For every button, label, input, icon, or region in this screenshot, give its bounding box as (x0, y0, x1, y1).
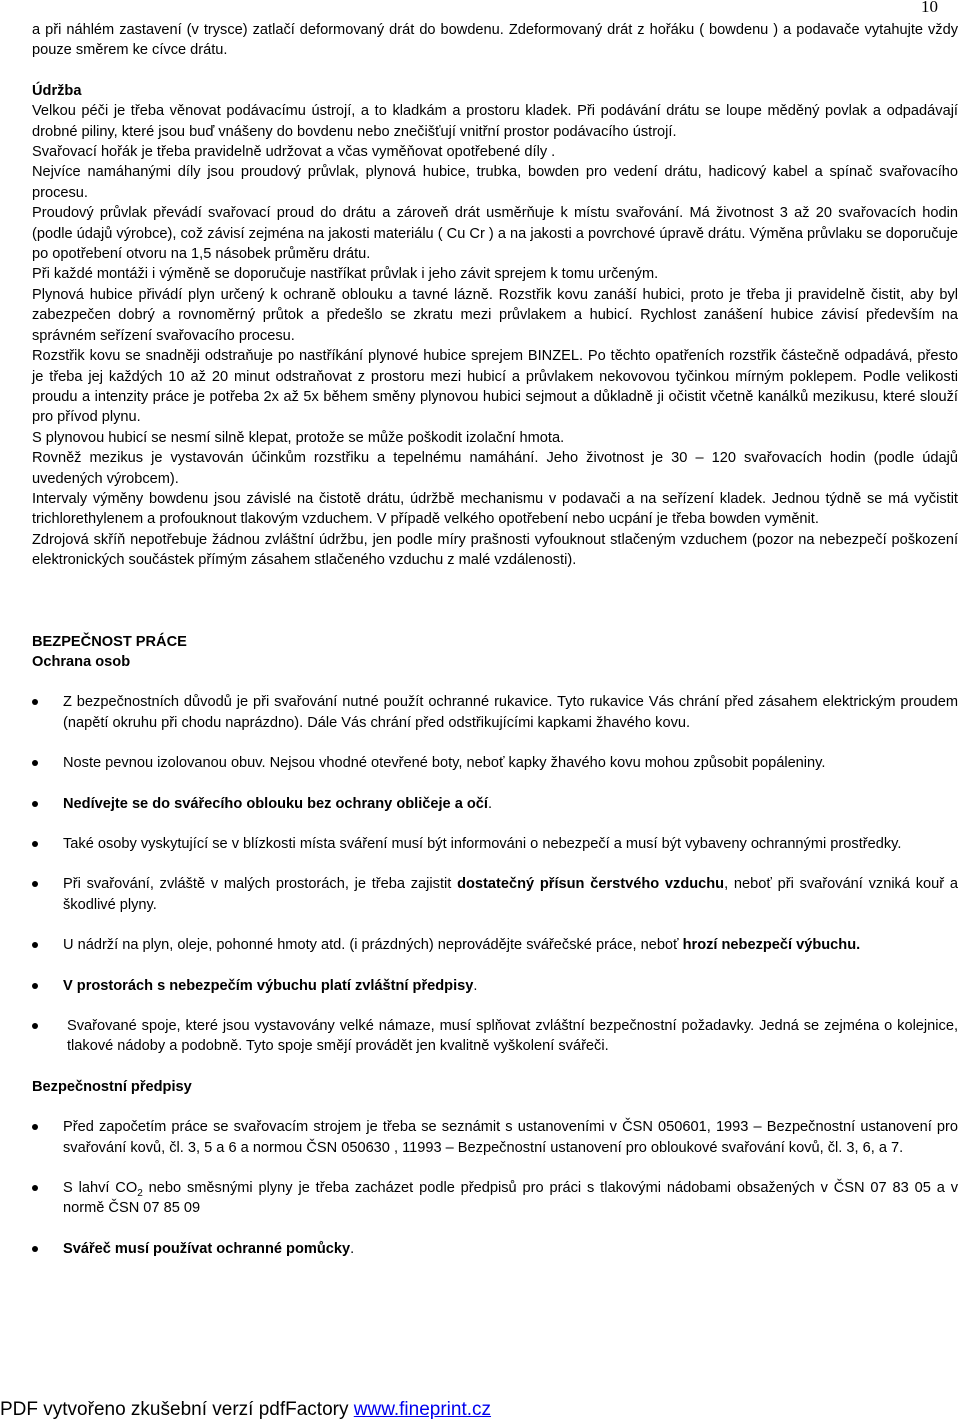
bullet-text-bold: dostatečný přísun čerstvého vzduchu (457, 876, 725, 893)
maintenance-paragraph: Rovněž mezikus je vystavován účinkům rozstřiku a tepelnému namáhání. Jeho životnost je 30 – 120 svařovacích hodin (podle údajů uvedených výrobcem). (32, 450, 958, 487)
safety-subheading: Ochrana osob (32, 653, 131, 670)
subscript: 2 (137, 1187, 143, 1199)
maintenance-paragraph: Proudový průvlak převádí svařovací proud do drátu a zároveň drát usměrňuje k místu svařování. Má životnost 3 až 20 svařovacích hodin (podle údajů výrobce), což závisí zejména na jakosti materiálu ( Cu Cr ) a na jakosti a povrchové úpravě drátu. Výměna průvlaku se doporučuje po opotřebení otvoru na 1,5 násobek průměru drátu. (32, 205, 958, 263)
bullet-text-bold: hrozí nebezpečí výbuchu. (682, 937, 861, 954)
maintenance-paragraph: Rozstřik kovu se snadněji odstraňuje po nastříkání plynové hubice sprejem BINZEL. Po těchto opatřeních rozstřik částečně odpadává, přesto je třeba jej každých 10 až 20 minut odstraňovat z prostoru mezi hubicí a průvlakem nekovovou tyčinkou mírným poklepem. Podle velikosti proudu a intenzity práce je potřeba 2x až 5x během směny plynovou hubici sejmout a důkladně ji očistit včetně kanálků mezikusu, které slouží pro přívod plynu. (32, 348, 958, 426)
list-item (32, 753, 958, 773)
footer-link[interactable]: www.fineprint.cz (353, 1399, 492, 1420)
safety-heading: BEZPEČNOST PRÁCE (32, 633, 187, 650)
maintenance-paragraph: Zdrojová skříň nepotřebuje žádnou zvláštní údržbu, jen podle míry prašnosti vyfouknout stlačeným vzduchem (pozor na nebezpečí poškození elektronických součástek přímým zásahem stlačeného vzduchu z malé vzdálenosti). (32, 531, 958, 569)
maintenance-heading: Údržba (32, 82, 82, 99)
maintenance-paragraph: Při každé montáži i výměně se doporučuje nastříkat průvlak i jeho závit sprejem k tomu určeným. (32, 266, 659, 283)
bullet-text: . (487, 795, 493, 812)
page-number: 10 (921, 0, 938, 16)
bullet-text: Noste pevnou izolovanou obuv. Nejsou vhodné otevřené boty, neboť kapky žhavého kovu mohou způsobit popáleniny. (63, 755, 826, 772)
list-item (32, 874, 958, 915)
maintenance-paragraph: S plynovou hubicí se nesmí silně klepat, protože se může poškodit izolační hmota. (32, 429, 565, 446)
pdf-footer (0, 1399, 491, 1421)
list-item (32, 1178, 958, 1219)
bullet-text: . (350, 1240, 355, 1257)
list-item (32, 1016, 958, 1057)
maintenance-paragraph: Svařovací hořák je třeba pravidelně udržovat a včas vyměňovat opotřebené díly . (32, 144, 556, 161)
list-item (32, 692, 958, 733)
bullet-text: S lahví CO (63, 1180, 138, 1197)
bullet-text: Při svařování, zvláště v malých prostorách, je třeba zajistit (63, 876, 458, 893)
bullet-text: Také osoby vyskytující se v blízkosti místa sváření musí být informováni o nebezpečí a musí být vybaveny ochrannými prostředky. (63, 836, 902, 852)
intro-paragraph (32, 20, 958, 61)
bullet-text: Svařované spoje, které jsou vystavovány velké námaze, musí splňovat zvláštní bezpečnostní požadavky. Jedná se zejména o kolejnice, tlakové nádoby a podobně. Tyto spoje smějí provádět jen kvalitně vyškolení svářeči. (67, 1018, 958, 1055)
bullet-text: U nádrží na plyn, oleje, pohonné hmoty atd. (i prázdných) neprovádějte svářečské práce, neboť (63, 937, 683, 954)
footer-text: PDF vytvořeno zkušební verzí pdfFactory (0, 1399, 354, 1420)
bullet-text: . (473, 977, 478, 994)
list-item (32, 834, 958, 854)
maintenance-paragraph: Intervaly výměny bowdenu jsou závislé na čistotě drátu, údržbě mechanismu v podavači a na seřízení kladek. Jednou týdně se má vyčistit trichlorethylenem a profouknout tlakovým vzduchem. V případě velkého opotřebení nebo ucpání je třeba bowden vyměnit. (32, 490, 958, 528)
document-body (32, 20, 958, 1279)
bullet-text-bold: Nedívejte se do svářecího oblouku bez ochrany obličeje a očí (63, 795, 488, 812)
bullet-text-bold: V prostorách s nebezpečím výbuchu platí zvláštní předpisy (63, 977, 474, 994)
bullet-text: Z bezpečnostních důvodů je při svařování nutné použít ochranné rukavice. Tyto rukavice Vás chrání před zásahem elektrickým proudem (napětí okruhu při chodu naprázdno). Dále Vás chrání před odstřikujícími kapkami žhavého kovu. (63, 694, 958, 731)
bullet-text: Před započetím práce se svařovacím strojem je třeba se seznámit s ustanoveními v ČSN 050601, 1993 – Bezpečnostní ustanovení pro svařování kovů, čl. 3, 5 a 6 a normou ČSN 050630 , 11993 – Bezpečnostní ustanovení pro obloukové svařování kovů, čl. 3, 6, a 7. (63, 1119, 958, 1156)
maintenance-paragraph: Plynová hubice přivádí plyn určený k ochraně oblouku a tavné lázně. Rozstřik kovu zanáší hubici, proto je třeba ji pravidelně čistit, aby byl zabezpečen dobrý a rovnoměrný průtok a předešlo se zkratu mezi průvlakem a hubicí. Rychlost zanášení hubice závisí především na správném seřízení svařovacího procesu. (32, 286, 958, 344)
list-item (32, 935, 958, 955)
bullet-text: , neboť při svařování vzniká kouř a škodlivé plyny. (63, 876, 958, 913)
bullet-text-bold: Svářeč musí používat ochranné pomůcky (63, 1240, 351, 1257)
list-item (32, 794, 958, 814)
bullet-text: nebo směsnými plyny je třeba zacházet podle předpisů pro práci s tlakovými nádobami obsažených v ČSN 07 83 05 a v normě ČSN 07 85 09 (63, 1180, 959, 1217)
regulations-heading: Bezpečnostní předpisy (32, 1078, 192, 1095)
list-item (32, 976, 958, 996)
intro-text: a při náhlém zastavení (v trysce) zatlačí deformovaný drát do bowdenu. Zdeformovaný drát z hořáku ( bowdenu ) a podavače vytahujte vždy pouze směrem ke cívce drátu. (32, 22, 958, 59)
maintenance-paragraph: Velkou péči je třeba věnovat podávacímu ústrojí, a to kladkám a prostoru kladek. Při podávání drátu se loupe měděný povlak a odpadávají drobné piliny, které jsou buď vnášeny do bovdenu nebo znečišťují vnitřní prostor podávacího ústrojí. (32, 103, 958, 140)
safety-list (32, 692, 958, 1056)
regulations-list (32, 1117, 958, 1259)
maintenance-paragraph: Nejvíce namáhanými díly jsou proudový průvlak, plynová hubice, trubka, bowden pro vedení drátu, hadicový kabel a spínač svařovacího procesu. (32, 164, 958, 201)
list-item (32, 1117, 958, 1158)
list-item (32, 1239, 958, 1259)
